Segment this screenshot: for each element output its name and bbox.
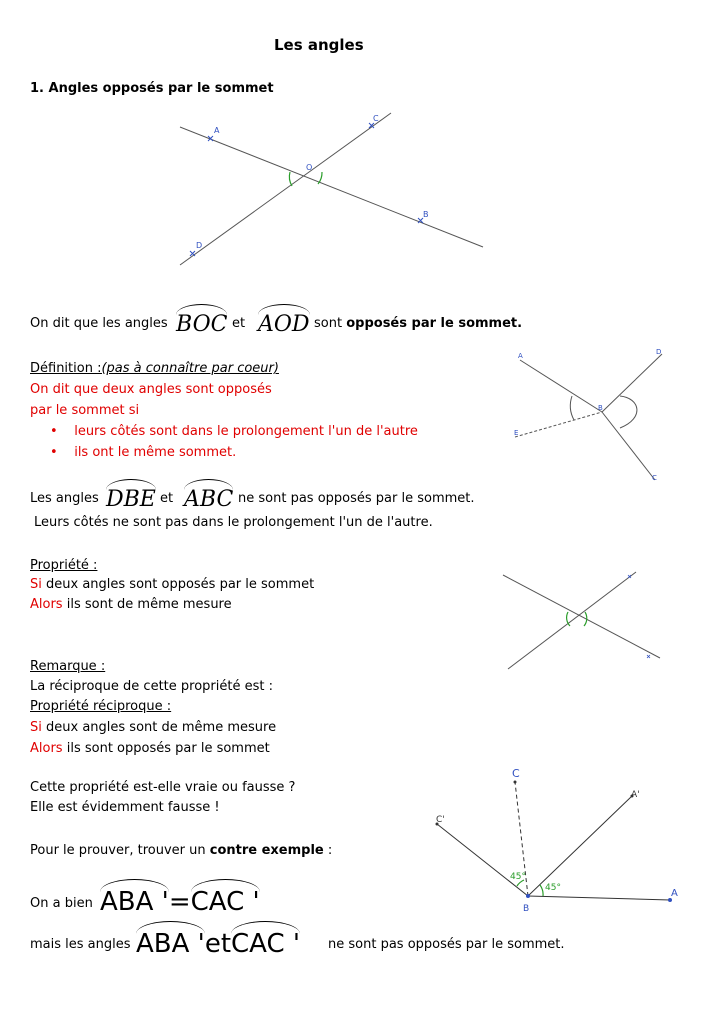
definition-line-2: par le sommet si xyxy=(30,403,140,418)
text-les-angles: Les angles xyxy=(30,491,99,506)
equal-sign: = xyxy=(168,887,191,917)
fig4-label-a: A xyxy=(671,888,678,899)
propriete-label: Propriété : xyxy=(30,558,98,573)
propriete-reciproque-label: Propriété réciproque : xyxy=(30,699,172,714)
propriete-alors: Alors ils sont de même mesure xyxy=(30,597,232,612)
ray-b-a xyxy=(528,896,670,900)
text-on-a-bien: On a bien xyxy=(30,896,93,911)
prove-line: Pour le prouver, trouver un contre exemple : xyxy=(30,843,333,858)
angle-abc: ABC xyxy=(184,481,233,512)
reciproque-si: Si deux angles sont de même mesure xyxy=(30,720,277,735)
text-et-3: et xyxy=(204,929,232,959)
fig2-label-e: E xyxy=(514,429,519,437)
angle-boc: BOC xyxy=(176,306,227,337)
ray-b-cprime xyxy=(437,824,528,896)
question-line-1: Cette propriété est-elle vraie ou fausse ? xyxy=(30,780,296,795)
fig2-label-d: D xyxy=(656,348,662,356)
fig4-label-c: C xyxy=(512,767,520,780)
equation-angles-pair xyxy=(136,925,300,959)
label-a: A xyxy=(214,126,220,135)
angle-value-left: 45° xyxy=(510,872,526,882)
angle-arc-right xyxy=(540,885,543,896)
equation-equal-angles xyxy=(100,883,260,917)
angle-aba-prime: ABA ' xyxy=(100,883,169,917)
fig2-label-c: C xyxy=(652,474,657,482)
angle-cac-prime-2: CAC ' xyxy=(231,925,300,959)
section-heading: 1. Angles opposés par le sommet xyxy=(30,81,274,96)
point-c xyxy=(514,781,517,784)
definition-line-1: On dit que deux angles sont opposés xyxy=(30,382,272,397)
definition-bullet-1: • leurs côtés sont dans le prolongement l'un de l'autre xyxy=(50,424,418,439)
label-c: C xyxy=(373,114,379,123)
angle-dbe: DBE xyxy=(106,481,156,512)
question-line-2: Elle est évidemment fausse ! xyxy=(30,800,220,815)
text-not-opposite: ne sont pas opposés par le sommet. xyxy=(238,491,475,506)
label-b: B xyxy=(423,210,429,219)
angle-cac-prime: CAC ' xyxy=(191,883,260,917)
definition-bullet-2: • ils ont le même sommet. xyxy=(50,445,237,460)
page-title: Les angles xyxy=(274,36,364,54)
label-d: D xyxy=(196,241,203,250)
angle-value-right: 45° xyxy=(545,883,561,893)
point-b xyxy=(526,894,530,898)
fig4-label-cprime: C' xyxy=(436,815,445,825)
text-final-end: ne sont pas opposés par le sommet. xyxy=(328,937,565,952)
label-o: O xyxy=(306,163,313,172)
propriete-si: Si deux angles sont opposés par le sommet xyxy=(30,577,315,592)
angle-aod: AOD xyxy=(258,306,310,337)
reciproque-alors: Alors ils sont opposés par le sommet xyxy=(30,741,270,756)
text-mais-les-angles: mais les angles xyxy=(30,937,131,952)
remarque-line: La réciproque de cette propriété est : xyxy=(30,679,273,694)
fig4-label-aprime: A' xyxy=(631,790,640,800)
angle-aba-prime-2: ABA ' xyxy=(136,925,205,959)
ray-b-aprime xyxy=(528,796,632,896)
fig2-label-a: A xyxy=(518,352,523,360)
text-reason: Leurs côtés ne sont pas dans le prolongement l'un de l'autre. xyxy=(34,515,433,530)
fig4-label-b: B xyxy=(523,904,530,914)
text-et-2: et xyxy=(160,491,174,506)
fig2-label-b: B xyxy=(598,404,603,412)
text-et-1: et xyxy=(232,316,246,331)
text-before: On dit que les angles xyxy=(30,316,168,331)
text-sont: sont opposés par le sommet. xyxy=(314,316,523,331)
definition-label: Définition :(pas à connaître par coeur) xyxy=(30,361,279,376)
remarque-label: Remarque : xyxy=(30,659,106,674)
